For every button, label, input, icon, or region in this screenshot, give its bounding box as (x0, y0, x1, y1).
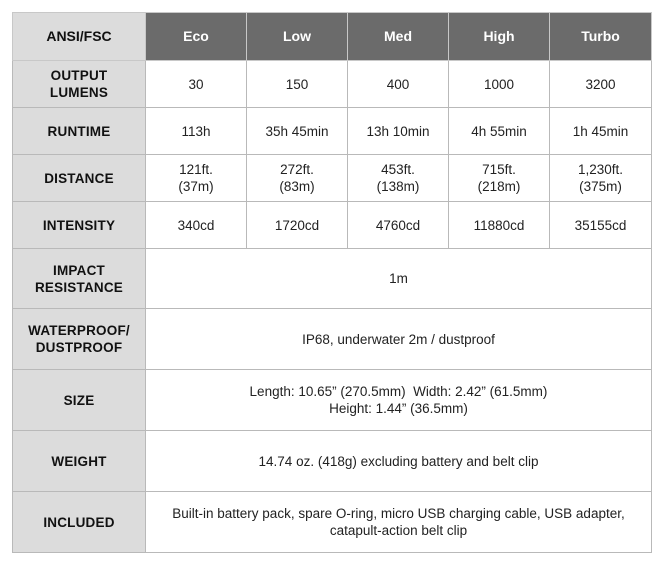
runtime-row (13, 108, 652, 155)
intensity-turbo: 35155cd (550, 202, 652, 249)
runtime-high: 4h 55min (449, 108, 550, 155)
weight-label: WEIGHT (13, 431, 146, 492)
impact-label-line-1: IMPACT (53, 262, 105, 278)
distance-med (348, 155, 449, 202)
distance-eco (146, 155, 247, 202)
size-value (146, 370, 652, 431)
intensity-low: 1720cd (247, 202, 348, 249)
size-row (13, 370, 652, 431)
distance-high-ft: 715ft. (482, 162, 516, 177)
output-label-line-2: LUMENS (49, 85, 109, 100)
distance-turbo (550, 155, 652, 202)
distance-high (449, 155, 550, 202)
waterproof-value: IP68, underwater 2m / dustproof (146, 309, 652, 370)
weight-value: 14.74 oz. (418g) excluding battery and belt clip (146, 431, 652, 492)
included-value-line-1: Built-in battery pack, spare O-ring, micro USB charging cable, USB adapter, (172, 506, 625, 521)
distance-low-m: (83m) (279, 179, 315, 194)
included-label: INCLUDED (13, 492, 146, 553)
included-value (146, 492, 652, 553)
distance-high-m: (218m) (477, 179, 521, 194)
distance-med-m: (138m) (376, 179, 420, 194)
mode-header-eco: Eco (146, 13, 247, 61)
impact-label-line-2: RESISTANCE (34, 279, 123, 295)
distance-turbo-m: (375m) (579, 179, 622, 194)
distance-label: DISTANCE (13, 155, 146, 202)
distance-med-ft: 453ft. (381, 162, 415, 177)
intensity-row (13, 202, 652, 249)
mode-header-low: Low (247, 13, 348, 61)
output-med: 400 (348, 61, 449, 108)
output-eco: 30 (146, 61, 247, 108)
impact-resistance-row (13, 249, 652, 309)
size-value-line-2: Height: 1.44” (36.5mm) (329, 401, 468, 416)
mode-header-med: Med (348, 13, 449, 61)
runtime-label: RUNTIME (13, 108, 146, 155)
output-turbo: 3200 (550, 61, 652, 108)
included-row (13, 492, 652, 553)
waterproof-label (13, 309, 146, 370)
distance-eco-m: (37m) (178, 179, 214, 194)
distance-eco-ft: 121ft. (179, 162, 213, 177)
waterproof-row (13, 309, 652, 370)
intensity-eco: 340cd (146, 202, 247, 249)
included-value-line-2: catapult-action belt clip (329, 523, 468, 538)
output-lumens-row (13, 61, 652, 108)
header-corner-cell: ANSI/FSC (13, 13, 146, 61)
waterproof-label-line-1: WATERPROOF/ (28, 323, 130, 338)
output-label-line-1: OUTPUT (50, 68, 108, 83)
size-value-line-1: Length: 10.65” (270.5mm) Width: 2.42” (61.5mm) (249, 384, 548, 399)
output-lumens-label (13, 61, 146, 108)
spec-table (12, 12, 652, 553)
intensity-high: 11880cd (449, 202, 550, 249)
runtime-turbo: 1h 45min (550, 108, 652, 155)
runtime-low: 35h 45min (247, 108, 348, 155)
intensity-label: INTENSITY (13, 202, 146, 249)
impact-resistance-label (13, 249, 146, 309)
size-label: SIZE (13, 370, 146, 431)
distance-turbo-ft: 1,230ft. (577, 162, 624, 177)
runtime-eco: 113h (146, 108, 247, 155)
distance-low-ft: 272ft. (280, 162, 314, 177)
impact-resistance-value: 1m (146, 249, 652, 309)
mode-header-high: High (449, 13, 550, 61)
weight-row (13, 431, 652, 492)
mode-header-turbo: Turbo (550, 13, 652, 61)
runtime-med: 13h 10min (348, 108, 449, 155)
header-row (13, 13, 652, 61)
distance-low (247, 155, 348, 202)
waterproof-label-line-2: DUSTPROOF (35, 340, 123, 355)
distance-row (13, 155, 652, 202)
output-low: 150 (247, 61, 348, 108)
output-high: 1000 (449, 61, 550, 108)
intensity-med: 4760cd (348, 202, 449, 249)
